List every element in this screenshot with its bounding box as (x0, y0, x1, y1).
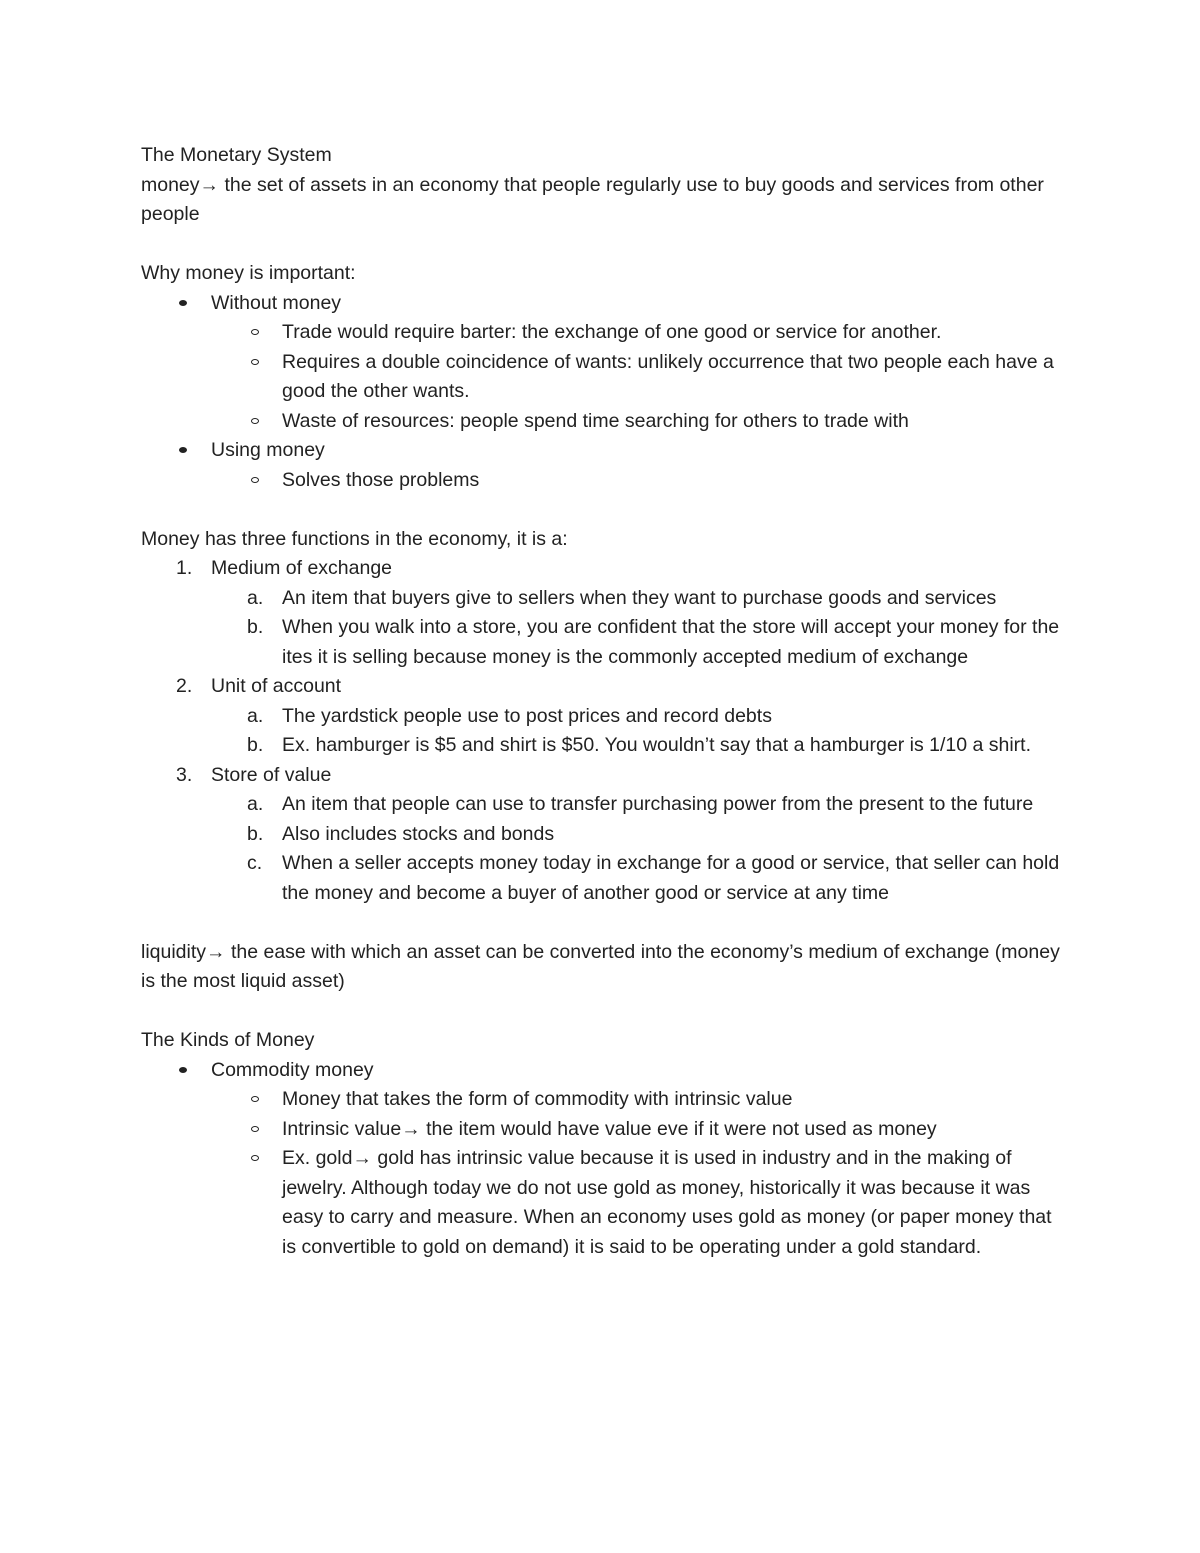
list-letter: b. (247, 822, 264, 845)
list-subitem-text: Ex. gold→ gold has intrinsic value because it is used in industry and in the making of jewelry. Although today we do not use gold as money, historically it was because it was easy to carry and measure. When an economy uses gold as money (or paper money that is convertible to gold on demand) it is said to be operating under a gold standard. (282, 1147, 1052, 1258)
list-subitem-text: Trade would require barter: the exchange of one good or service for another. (282, 321, 942, 343)
list-subitem (141, 820, 1071, 850)
list-subitem-text: Also includes stocks and bonds (282, 822, 555, 845)
kinds-list (141, 1056, 1071, 1263)
why-important-heading: Why money is important: (141, 262, 356, 284)
spacer (141, 908, 1071, 938)
list-letter: b. (247, 616, 264, 638)
list-subitem-text: Ex. hamburger is $5 and shirt is $50. You wouldn’t say that a hamburger is 1/10 a shirt. (282, 734, 1032, 756)
list-item-label: Using money (211, 439, 325, 461)
list-subitem (141, 407, 1071, 437)
liquidity-definition: liquidity→ the ease with which an asset can be converted into the economy’s medium of exchange (money is the most liquid asset) (141, 940, 1060, 992)
hollow-bullet-icon (251, 359, 259, 365)
list-subitem-text: An item that buyers give to sellers when they want to purchase goods and services (282, 586, 997, 609)
list-subitem-text: The yardstick people use to post prices and record debts (282, 704, 772, 727)
list-item-label: Store of value (211, 763, 332, 786)
hollow-bullet-icon (251, 1155, 259, 1161)
bullet-icon (179, 300, 187, 306)
list-subitem (141, 613, 1071, 672)
spacer (141, 495, 1071, 525)
list-subitem (141, 1085, 1071, 1115)
list-subitem (141, 849, 1071, 908)
document-page (141, 141, 1071, 1262)
hollow-bullet-icon (251, 418, 259, 424)
list-subitem-text: When you walk into a store, you are confident that the store will accept your money for the ites it is selling because money is the commonly accepted medium of exchange (282, 616, 1060, 668)
list-subitem-text: Money that takes the form of commodity with intrinsic value (282, 1088, 793, 1110)
list-subitem (141, 1115, 1071, 1145)
list-subitem-text: Requires a double coincidence of wants: unlikely occurrence that two people each have a good the other wants. (282, 350, 1054, 402)
functions-list (141, 554, 1071, 908)
list-letter: a. (247, 793, 264, 815)
list-subitem (141, 584, 1071, 614)
spacer (141, 997, 1071, 1027)
functions-heading: Money has three functions in the economy, it is a: (141, 527, 568, 550)
list-subitem (141, 466, 1071, 496)
list-subitem-text: Solves those problems (282, 468, 480, 491)
list-subitem (141, 348, 1071, 407)
list-subitem (141, 702, 1071, 732)
hollow-bullet-icon (251, 329, 259, 335)
list-item (141, 761, 1071, 791)
list-number: 1. (176, 557, 193, 579)
list-subitem (141, 731, 1071, 761)
list-item-label: Without money (211, 291, 342, 314)
page-title: The Monetary System (141, 144, 332, 166)
list-letter: b. (247, 734, 264, 756)
bullet-icon (179, 447, 187, 453)
kinds-heading: The Kinds of Money (141, 1029, 315, 1051)
list-item-label: Medium of exchange (211, 557, 393, 579)
list-subitem (141, 318, 1071, 348)
list-item (141, 672, 1071, 702)
list-subitem-text: Waste of resources: people spend time searching for others to trade with (282, 409, 909, 432)
list-letter: a. (247, 586, 264, 609)
list-item (141, 436, 1071, 466)
spacer (141, 230, 1071, 260)
list-letter: a. (247, 704, 264, 727)
bullet-icon (179, 1067, 187, 1073)
list-item (141, 1056, 1071, 1086)
list-subitem (141, 790, 1071, 820)
list-number: 3. (176, 763, 193, 786)
list-subitem-text: An item that people can use to transfer purchasing power from the present to the future (282, 793, 1034, 815)
why-important-list (141, 289, 1071, 496)
list-subitem-text: Intrinsic value→ the item would have value eve if it were not used as money (282, 1117, 937, 1140)
list-item (141, 554, 1071, 584)
hollow-bullet-icon (251, 1096, 259, 1102)
list-item-label: Unit of account (211, 675, 342, 697)
list-subitem (141, 1144, 1071, 1262)
list-subitem-text: When a seller accepts money today in exchange for a good or service, that seller can hold the money and become a buyer of another good or service at any time (282, 852, 1060, 904)
hollow-bullet-icon (251, 477, 259, 483)
money-definition: money→ the set of assets in an economy that people regularly use to buy goods and services from other people (141, 173, 1044, 225)
list-letter: c. (247, 852, 263, 874)
list-item-label: Commodity money (211, 1058, 374, 1081)
hollow-bullet-icon (251, 1126, 259, 1132)
list-item (141, 289, 1071, 319)
list-number: 2. (176, 675, 193, 697)
